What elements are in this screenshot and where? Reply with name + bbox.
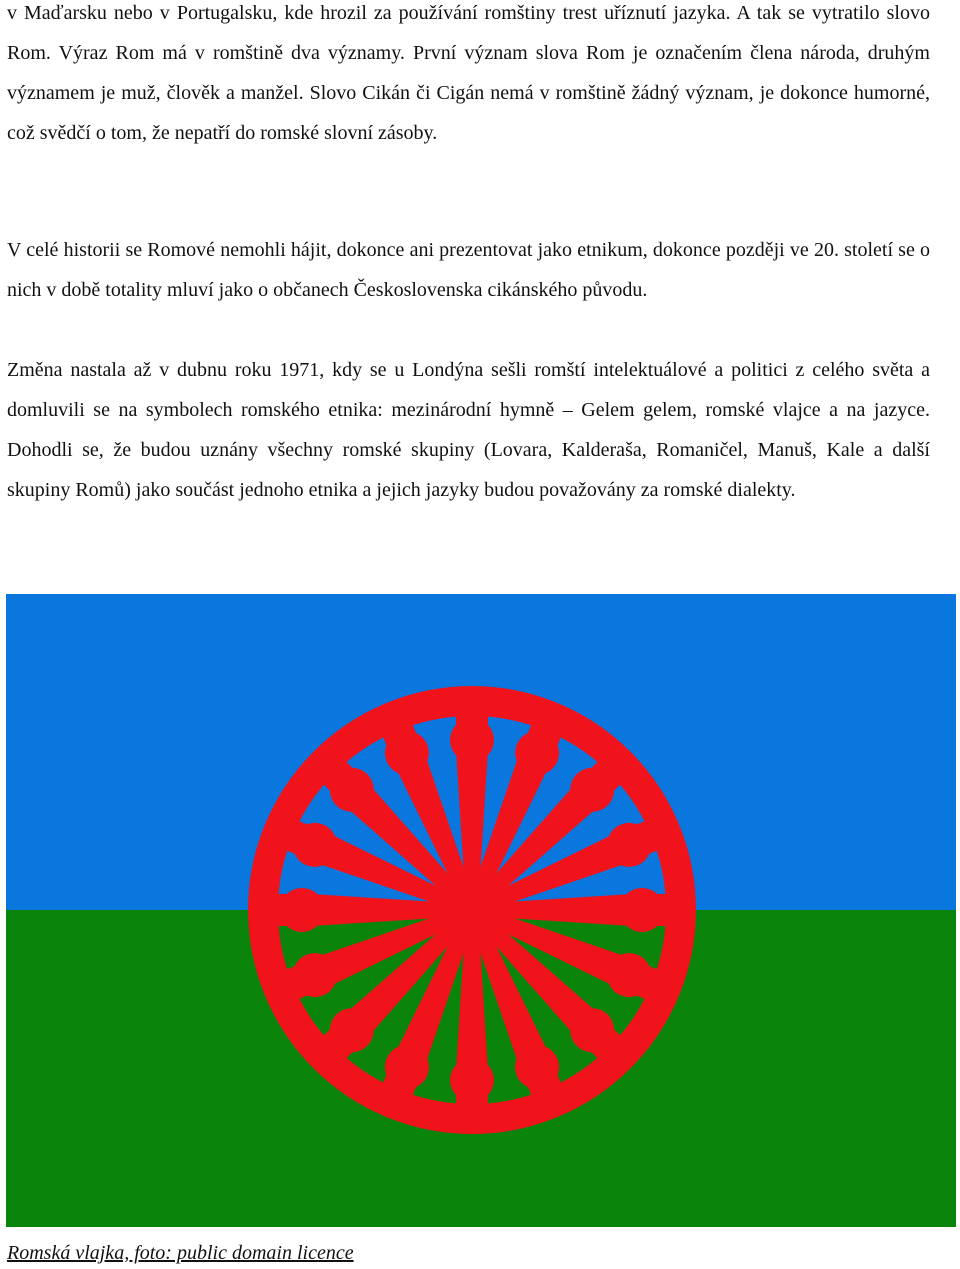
figure-caption: Romská vlajka, foto: public domain licence bbox=[7, 1242, 354, 1264]
wheel-spoke-lobe bbox=[385, 731, 429, 775]
wheel-hub bbox=[432, 870, 512, 950]
wheel-spoke-lobe bbox=[515, 1045, 559, 1089]
wheel-spoke-lobe bbox=[450, 718, 494, 762]
wheel-spoke-lobe bbox=[450, 1058, 494, 1102]
paragraph-london-congress: Změna nastala až v dubnu roku 1971, kdy se u Londýna sešli romští intelektuálové a politici z celého světa a domluvili se na symbolech romského etnika: mezinárodní hymně – Gelem gelem, romské vlajce a na jazyce. Dohodli se, že budou uznány všechny romské skupiny (Lovara, Kalderaša, Romaničel, Manuš, Kale a další skupiny Romů) jako součást jednoho etnika a jejich jazyky budou považovány za romské dialekty. bbox=[7, 359, 930, 501]
wheel-spoke-lobe bbox=[385, 1045, 429, 1089]
romani-flag-image bbox=[6, 594, 956, 1227]
wheel-spoke-lobe bbox=[570, 768, 614, 812]
wheel-spoke-lobe bbox=[330, 1008, 374, 1052]
wheel-spoke-lobe bbox=[330, 768, 374, 812]
chakra-wheel-icon bbox=[263, 701, 681, 1119]
wheel-spoke-lobe bbox=[280, 888, 324, 932]
wheel-spoke-lobe bbox=[293, 953, 337, 997]
wheel-spoke-lobe bbox=[293, 823, 337, 867]
wheel-spoke-lobe bbox=[515, 731, 559, 775]
wheel-spoke-lobe bbox=[607, 823, 651, 867]
wheel-spoke-lobe bbox=[607, 953, 651, 997]
paragraph-rom-meaning: v Maďarsku nebo v Portugalsku, kde hrozil za používání romštiny trest uříznutí jazyka. A tak se vytratilo slovo Rom. Výraz Rom má v romštině dva významy. První význam slova Rom je označením člena národa, druhým významem je muž, člověk a manžel. Slovo Cikán či Cigán nemá v romštině žádný význam, je dokonce humorné, což svědčí o tom, že nepatří do romské slovní zásoby. bbox=[7, 2, 930, 144]
paragraph-history: V celé historii se Romové nemohli hájit, dokonce ani prezentovat jako etnikum, dokonce později ve 20. století se o nich v době totality mluví jako o občanech Československa cikánského původu. bbox=[7, 239, 930, 301]
wheel-spoke-lobe bbox=[570, 1008, 614, 1052]
wheel-spoke-lobe bbox=[620, 888, 664, 932]
